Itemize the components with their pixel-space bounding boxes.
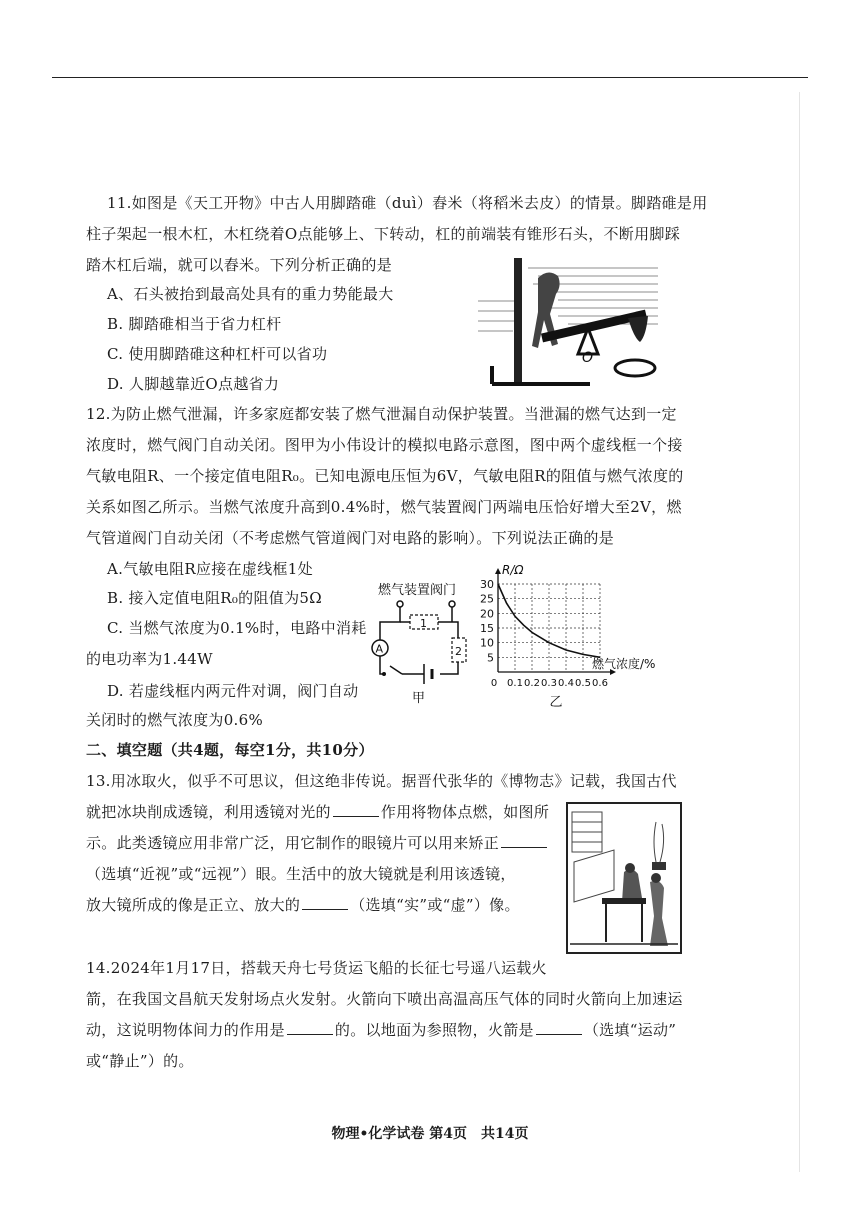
q14-blank-1[interactable] <box>287 1020 333 1035</box>
foot-pestle-illustration <box>478 256 662 394</box>
x-tick-label-4: 0.4 <box>558 678 574 689</box>
x-axis-label: 燃气浓度/% <box>592 657 656 671</box>
q13-line-5 <box>86 894 520 916</box>
q14-text-3a: 动，这说明物体间力的作用是 <box>86 1021 285 1039</box>
chart-caption: 乙 <box>549 695 563 710</box>
header-rule <box>52 77 808 78</box>
q12-line-2: 浓度时，燃气阀门自动关闭。图甲为小伟设计的模拟电路示意图，图中两个虚线框一个接 <box>86 436 683 454</box>
q12-line-1: 12.为防止燃气泄漏，许多家庭都安装了燃气泄漏自动保护装置。当泄漏的燃气达到一定 <box>86 405 677 423</box>
q11-line-3: 踏木杠后端，就可以舂米。下列分析正确的是 <box>86 256 393 274</box>
q13-blank-1[interactable] <box>333 802 379 817</box>
q12-option-b: B. 接入定值电阻R₀的阻值为5Ω <box>107 589 322 607</box>
y-tick-label-5: 30 <box>480 578 494 591</box>
q12-option-a: A.气敏电阻R应接在虚线框1处 <box>107 560 313 578</box>
y-axis-label: R/Ω <box>502 563 524 577</box>
q11-option-a: A、石头被抬到最高处具有的重力势能最大 <box>107 285 394 303</box>
q12-line-4: 关系如图乙所示。当燃气浓度升高到0.4%时，燃气装置阀门两端电压恰好增大至2V，燃 <box>86 498 682 516</box>
q13-text-5b: （选填“实”或“虚”）像。 <box>350 896 520 914</box>
y-tick-label-2: 15 <box>480 622 494 635</box>
q13-text-2a: 就把冰块削成透镜，利用透镜对光的 <box>86 803 331 821</box>
ice-lens-illustration <box>566 802 682 954</box>
q13-text-3a: 示。此类透镜应用非常广泛，用它制作的眼镜片可以用来矫正 <box>86 834 500 852</box>
y-axis-arrow <box>495 568 501 574</box>
page-edge <box>799 92 800 1172</box>
q14-line-3 <box>86 1019 676 1041</box>
x-tick-label-5: 0.5 <box>575 678 591 689</box>
q11-option-d: D. 人脚越靠近O点越省力 <box>107 375 280 393</box>
q14-line-1: 14.2024年1月17日，搭载天舟七号货运飞船的长征七号遥八运载火 <box>86 959 547 977</box>
q12-option-d-cont: 关闭时的燃气浓度为0.6% <box>86 711 264 729</box>
ammeter-label: A <box>375 642 384 656</box>
q13-line-3 <box>86 832 549 854</box>
q11-line-2: 柱子架起一根木杠，木杠绕着O点能够上、下转动，杠的前端装有锥形石头，不断用脚踩 <box>86 225 681 243</box>
q14-line-4: 或“静止”）的。 <box>86 1052 194 1070</box>
q11-line-1: 11.如图是《天工开物》中古人用脚踏碓（duì）舂米（将稻米去皮）的情景。脚踏碓是用 <box>107 194 708 212</box>
q13-blank-2[interactable] <box>501 833 547 848</box>
q14-line-2: 箭，在我国文昌航天发射场点火发射。火箭向下喷出高温高压气体的同时火箭向上加速运 <box>86 990 683 1008</box>
y-tick-label-3: 20 <box>480 607 494 621</box>
q12-line-3: 气敏电阻R、一个接定值电阻R₀。已知电源电压恒为6V，气敏电阻R的阻值与燃气浓度的 <box>86 467 684 485</box>
q12-option-c: C. 当燃气浓度为0.1%时，电路中消耗 <box>107 619 367 637</box>
valve-label: 燃气装置阀门 <box>378 583 457 598</box>
q13-text-2b: 作用将物体点燃，如图所 <box>380 803 550 821</box>
pivot-o-label: O <box>582 350 594 366</box>
q13-line-4: （选填“近视”或“远视”）眼。生活中的放大镜就是利用该透镜， <box>86 865 516 883</box>
q14-blank-2[interactable] <box>536 1020 582 1035</box>
q14-text-3b: 的。以地面为参照物，火箭是 <box>334 1021 534 1039</box>
box-1-label: 1 <box>420 617 427 630</box>
section-2-heading: 二、填空题（共4题，每空1分，共10分） <box>86 741 374 759</box>
q11-option-b: B. 脚踏碓相当于省力杠杆 <box>107 315 282 333</box>
q13-text-5a: 放大镜所成的像是正立、放大的 <box>86 896 301 914</box>
x-tick-label-2: 0.2 <box>524 678 540 689</box>
x-tick-label-3: 0.3 <box>541 678 557 689</box>
q13-blank-3[interactable] <box>302 895 348 910</box>
q14-text-3c: （选填“运动” <box>583 1021 677 1039</box>
q11-option-c: C. 使用脚踏碓这种杠杆可以省功 <box>107 345 328 363</box>
y-tick-label-4: 25 <box>480 592 494 606</box>
q12-option-c-cont: 的电功率为1.44W <box>86 650 213 668</box>
x-tick-label-0: 0 <box>490 678 498 689</box>
q12-option-d: D. 若虚线框内两元件对调，阀门自动 <box>107 682 359 700</box>
y-tick-label-0: 5 <box>487 651 494 665</box>
q12-line-5: 气管道阀门自动关闭（不考虑燃气管道阀门对电路的影响）。下列说法正确的是 <box>86 529 615 547</box>
q13-line-2 <box>86 801 549 823</box>
page-footer: 物理•化学试卷 第4页 共14页 <box>331 1126 529 1142</box>
q13-line-1: 13.用冰取火，似乎不可思议，但这绝非传说。据晋代张华的《博物志》记载，我国古代 <box>86 772 677 790</box>
box-2-label: 2 <box>455 645 462 658</box>
circuit-caption: 甲 <box>412 691 426 704</box>
x-tick-label-1: 0.1 <box>507 678 523 689</box>
y-tick-label-1: 10 <box>480 636 494 650</box>
x-tick-label-6: 0.6 <box>592 678 608 689</box>
circuit-diagram <box>366 578 478 704</box>
resistance-concentration-chart <box>476 562 686 710</box>
